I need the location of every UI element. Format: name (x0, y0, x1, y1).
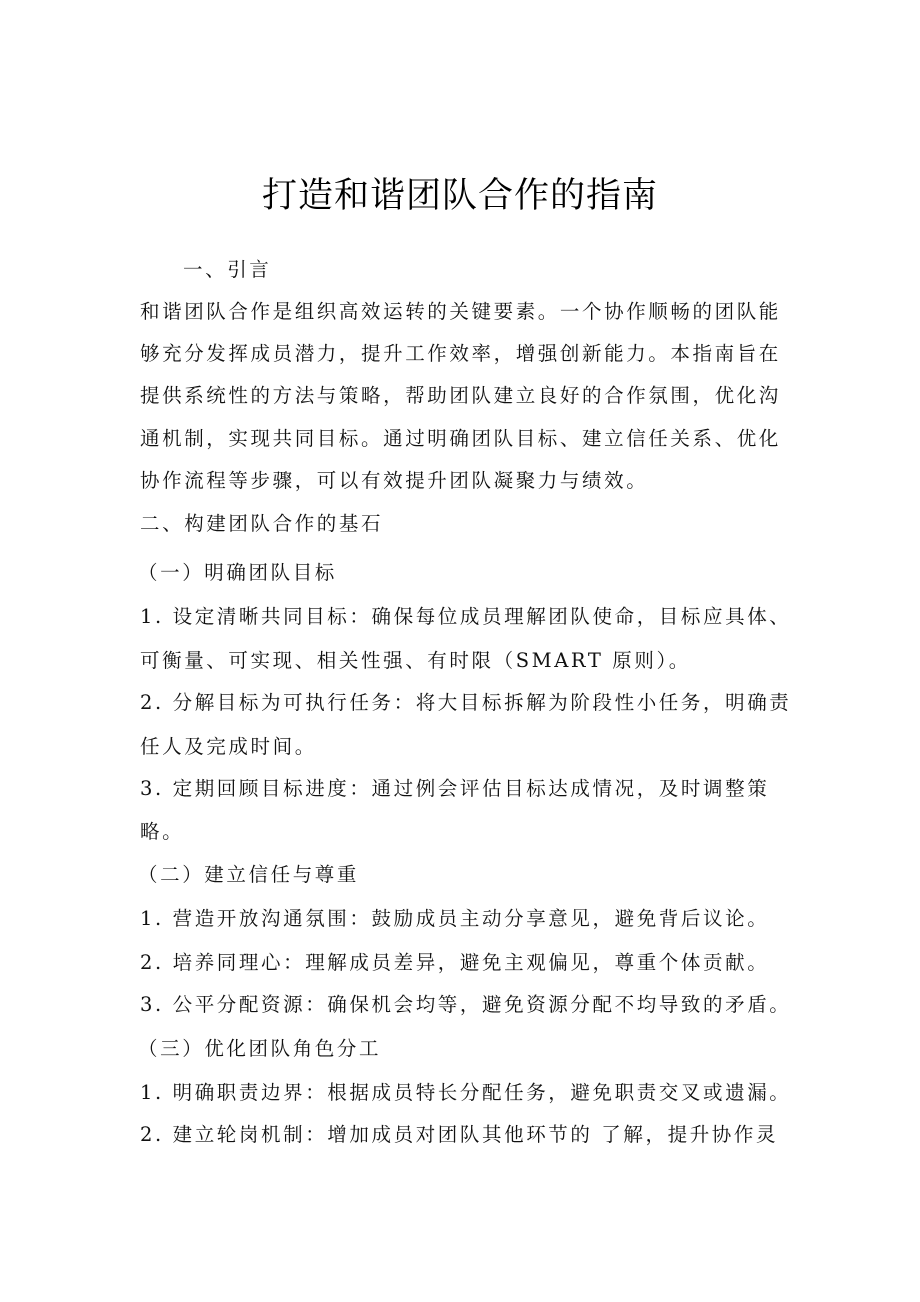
paragraph-line: 和谐团队合作是组织高效运转的关键要素。一个协作顺畅的团队能 (140, 300, 781, 323)
list-item: 1. 营造开放沟通氛围：鼓励成员主动分享意见，避免背后议论。 (140, 907, 770, 930)
list-item: 3. 公平分配资源：确保机会均等，避免资源分配不均导致的矛盾。 (140, 993, 792, 1016)
list-item-continuation: 略。 (140, 820, 185, 843)
subsection-heading-trust: （二）建立信任与尊重 (138, 863, 360, 886)
list-item: 3. 定期回顾目标进度：通过例会评估目标达成情况，及时调整策 (140, 777, 770, 800)
paragraph-line: 通机制，实现共同目标。通过明确团队目标、建立信任关系、优化 (140, 427, 781, 450)
section-heading-introduction: 一、引言 (183, 258, 272, 281)
subsection-heading-roles: （三）优化团队角色分工 (138, 1037, 382, 1060)
list-item: 2. 建立轮岗机制：增加成员对团队其他环节的 了解，提升协作灵 (140, 1123, 779, 1146)
subsection-heading-goals: （一）明确团队目标 (138, 561, 337, 584)
list-item-continuation: 可衡量、可实现、相关性强、有时限（SMART 原则）。 (140, 649, 691, 672)
paragraph-line: 够充分发挥成员潜力，提升工作效率，增强创新能力。本指南旨在 (140, 342, 781, 365)
list-item: 1. 明确职责边界：根据成员特长分配任务，避免职责交叉或遗漏。 (140, 1081, 792, 1104)
section-heading-foundation: 二、构建团队合作的基石 (140, 512, 384, 535)
paragraph-line: 协作流程等步骤，可以有效提升团队凝聚力与绩效。 (140, 469, 649, 492)
list-item: 2. 培养同理心：理解成员差异，避免主观偏见，尊重个体贡献。 (140, 951, 770, 974)
document-title: 打造和谐团队合作的指南 (261, 176, 658, 217)
paragraph-line: 提供系统性的方法与策略，帮助团队建立良好的合作氛围，优化沟 (140, 384, 781, 407)
list-item: 2. 分解目标为可执行任务：将大目标拆解为阶段性小任务，明确责 (140, 691, 792, 714)
list-item-continuation: 任人及完成时间。 (140, 735, 317, 758)
list-item: 1. 设定清晰共同目标：确保每位成员理解团队使命，目标应具体、 (140, 605, 792, 628)
